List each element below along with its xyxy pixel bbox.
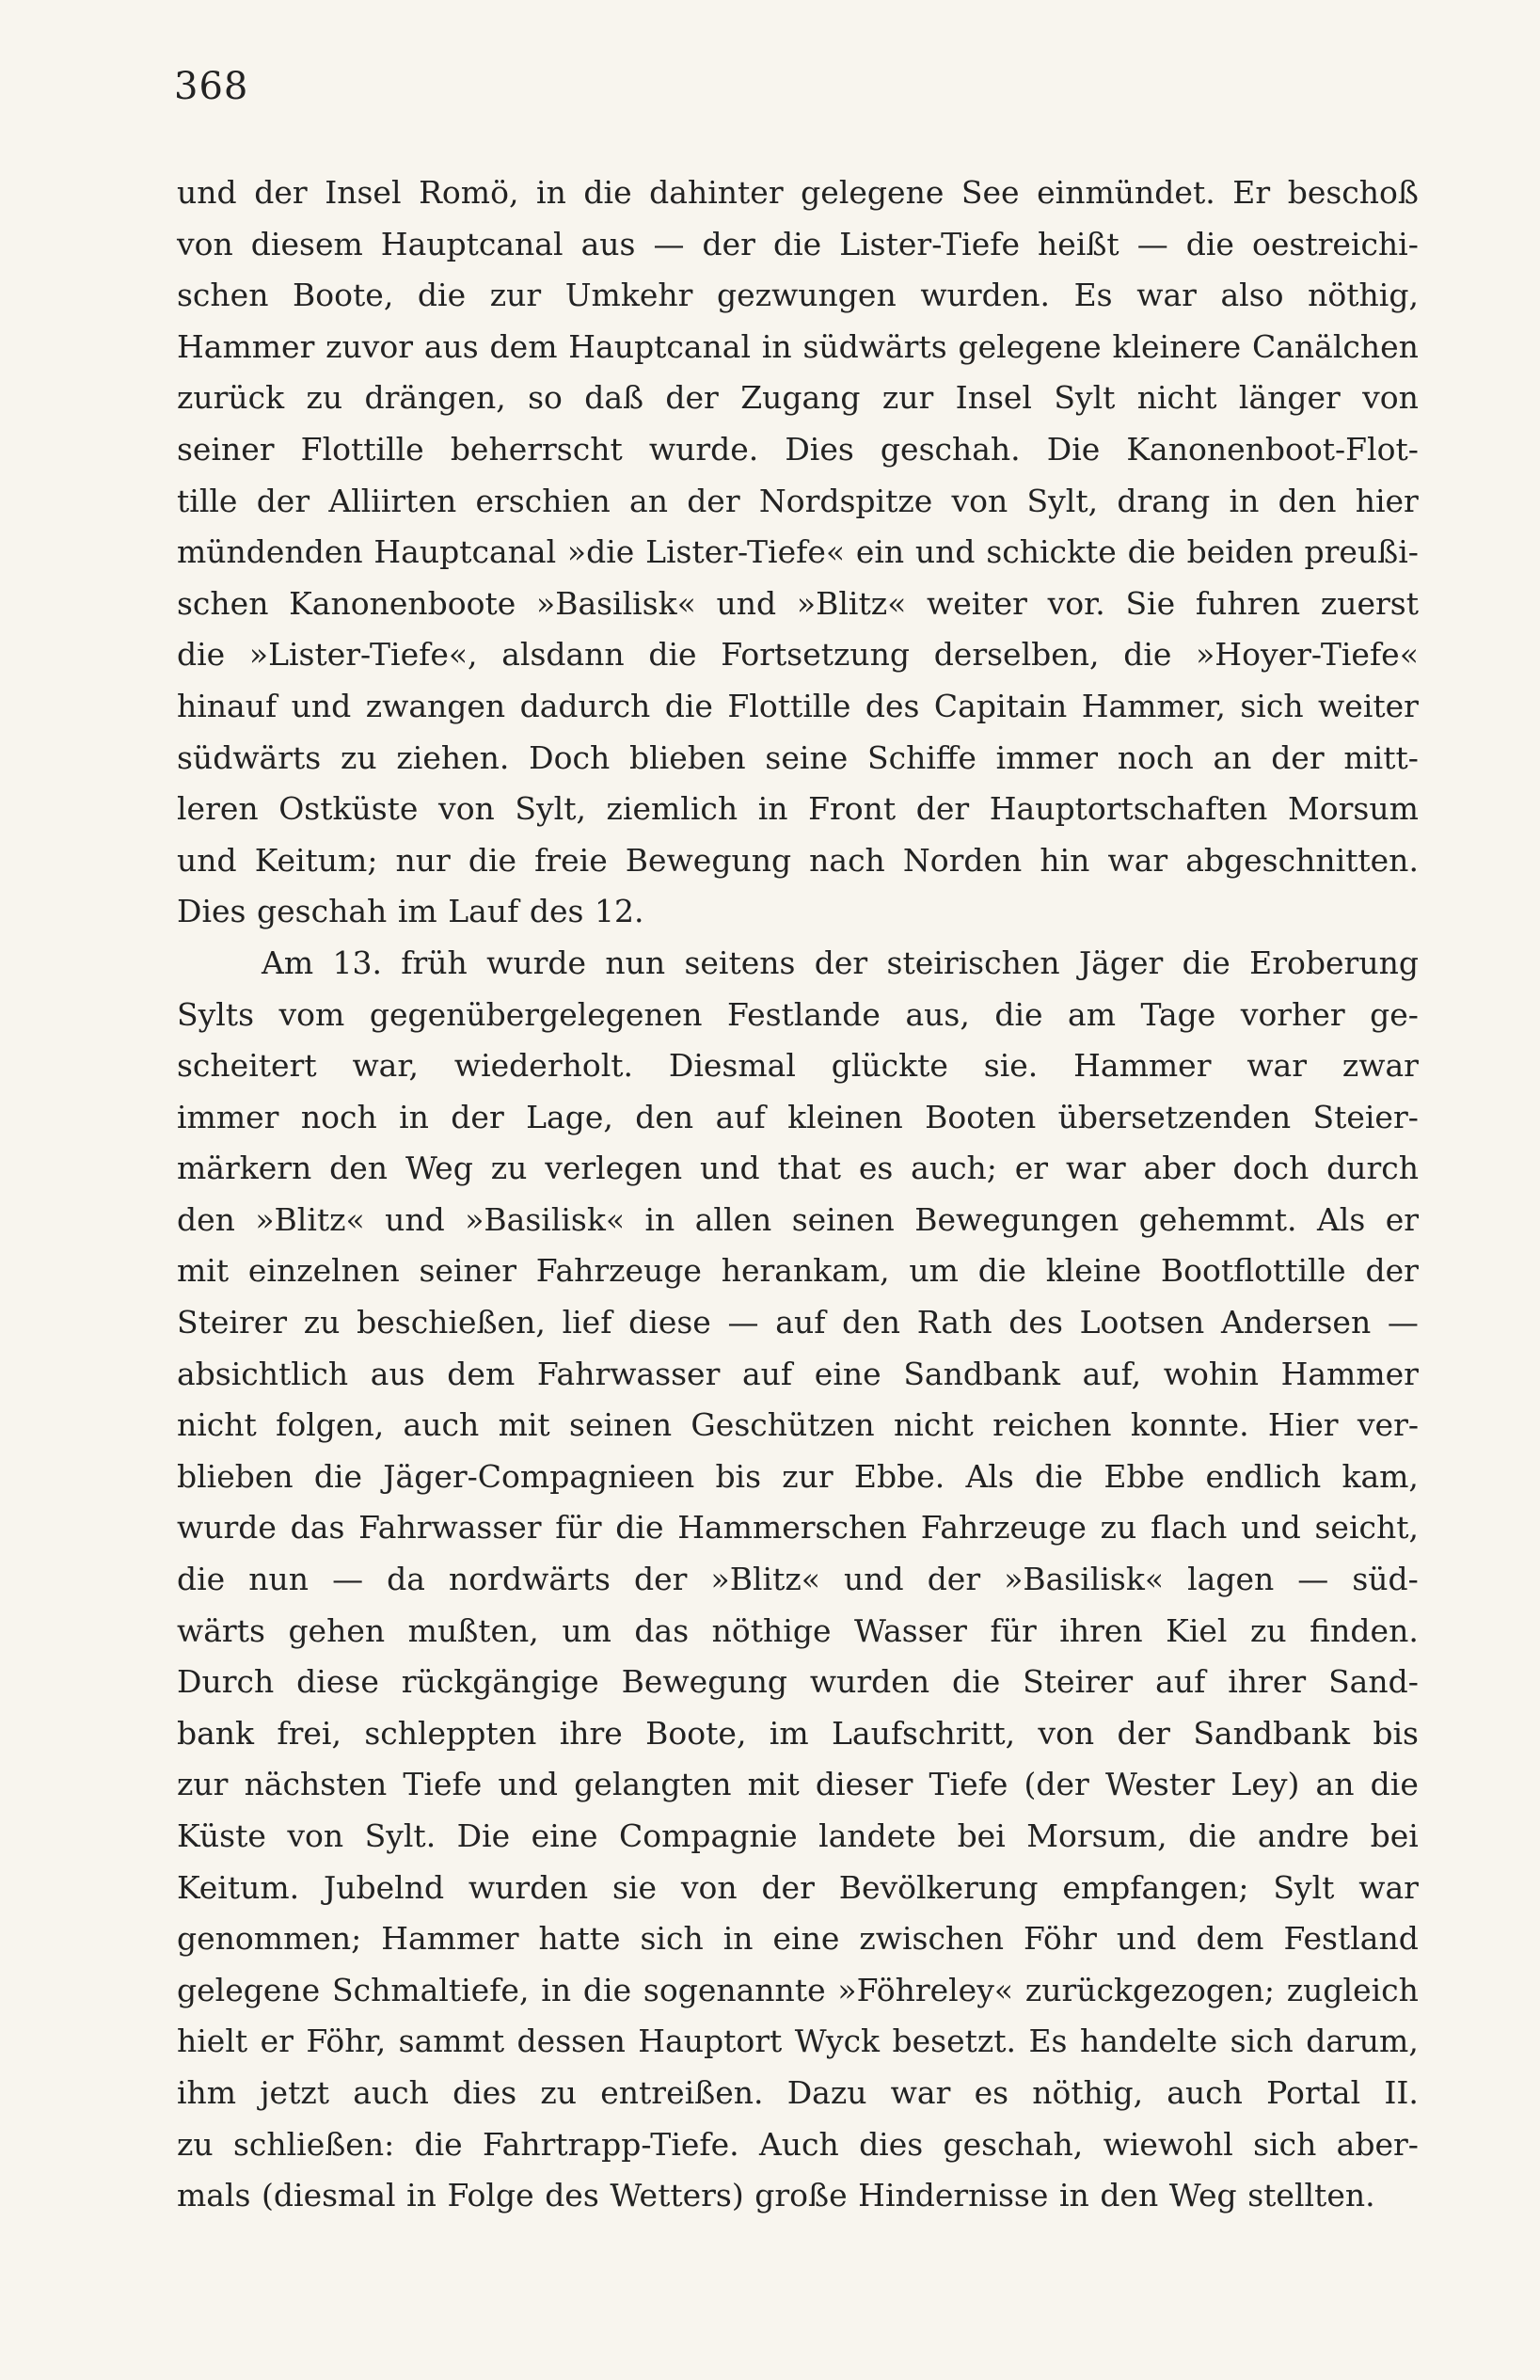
text-line: den »Blitz« und »Basilisk« in allen seinen Bewegungen gehemmt. Als er xyxy=(177,1200,1419,1238)
text-line: blieben die Jäger-Compagnieen bis zur Ebbe. Als die Ebbe endlich kam, xyxy=(177,1457,1419,1495)
page-number: 368 xyxy=(174,65,249,108)
text-line: absichtlich aus dem Fahrwasser auf eine Sandbank auf, wohin Hammer xyxy=(177,1355,1419,1392)
text-line: Sylts vom gegenübergelegenen Festlande aus, die am Tage vorher ge- xyxy=(177,995,1419,1033)
text-line: gelegene Schmaltiefe, in die sogenannte »Föhreley« zurückgezogen; zugleich xyxy=(177,1971,1419,2008)
text-line: mit einzelnen seiner Fahrzeuge herankam, um die kleine Bootflottille der xyxy=(177,1252,1419,1290)
text-line: immer noch in der Lage, den auf kleinen Booten übersetzenden Steier- xyxy=(177,1098,1419,1135)
text-line: Am 13. früh wurde nun seitens der steirischen Jäger die Eroberung xyxy=(262,944,1419,981)
text-line: nicht folgen, auch mit seinen Geschützen nicht reichen konnte. Hier ver- xyxy=(177,1406,1419,1444)
text-line: zur nächsten Tiefe und gelangten mit dieser Tiefe (der Wester Ley) an die xyxy=(177,1766,1419,1803)
text-line: zurück zu drängen, so daß der Zugang zur Insel Sylt nicht länger von xyxy=(177,379,1419,417)
text-line: südwärts zu ziehen. Doch blieben seine Schiffe immer noch an der mitt- xyxy=(177,738,1419,776)
text-line: Küste von Sylt. Die eine Compagnie landete bei Morsum, die andre bei xyxy=(177,1817,1419,1854)
text-line: Dies geschah im Lauf des 12. xyxy=(177,893,644,930)
text-line: wurde das Fahrwasser für die Hammerschen Fahrzeuge zu flach und seicht, xyxy=(177,1509,1419,1547)
text-line: schen Kanonenboote »Basilisk« und »Blitz« weiter vor. Sie fuhren zuerst xyxy=(177,584,1419,622)
text-line: zu schließen: die Fahrtrapp-Tiefe. Auch dies geschah, wiewohl sich aber- xyxy=(177,2125,1419,2163)
text-line: Durch diese rückgängige Bewegung wurden die Steirer auf ihrer Sand- xyxy=(177,1663,1419,1701)
text-line: märkern den Weg zu verlegen und that es auch; er war aber doch durch xyxy=(177,1150,1419,1187)
text-line: mals (diesmal in Folge des Wetters) große Hindernisse in den Weg stellten. xyxy=(177,2177,1375,2214)
text-line: und Keitum; nur die freie Bewegung nach Norden hin war abgeschnitten. xyxy=(177,841,1419,879)
text-line: seiner Flottille beherrscht wurde. Dies geschah. Die Kanonenboot-Flot- xyxy=(177,430,1419,468)
text-line: Keitum. Jubelnd wurden sie von der Bevölkerung empfangen; Sylt war xyxy=(177,1868,1419,1906)
text-line: bank frei, schleppten ihre Boote, im Laufschritt, von der Sandbank bis xyxy=(177,1714,1419,1752)
text-line: schen Boote, die zur Umkehr gezwungen wurden. Es war also nöthig, xyxy=(177,277,1419,314)
text-line: Steirer zu beschießen, lief diese — auf den Rath des Lootsen Andersen — xyxy=(177,1304,1419,1341)
body-text xyxy=(177,167,1419,2222)
text-line: Hammer zuvor aus dem Hauptcanal in südwärts gelegene kleinere Canälchen xyxy=(177,327,1419,365)
text-line: mündenden Hauptcanal »die Lister-Tiefe« ein und schickte die beiden preußi- xyxy=(177,533,1419,571)
text-line: die nun — da nordwärts der »Blitz« und der »Basilisk« lagen — süd- xyxy=(177,1561,1419,1598)
text-line: leren Ostküste von Sylt, ziemlich in Front der Hauptortschaften Morsum xyxy=(177,790,1419,828)
text-line: ihm jetzt auch dies zu entreißen. Dazu war es nöthig, auch Portal II. xyxy=(177,2073,1419,2111)
text-line: hinauf und zwangen dadurch die Flottille des Capitain Hammer, sich weiter xyxy=(177,687,1419,724)
text-line: wärts gehen mußten, um das nöthige Wasser für ihren Kiel zu finden. xyxy=(177,1611,1419,1649)
text-line: hielt er Föhr, sammt dessen Hauptort Wyck besetzt. Es handelte sich darum, xyxy=(177,2023,1419,2060)
text-line: die »Lister-Tiefe«, alsdann die Fortsetzung derselben, die »Hoyer-Tiefe« xyxy=(177,636,1419,674)
text-line: scheitert war, wiederholt. Diesmal glückte sie. Hammer war zwar xyxy=(177,1047,1419,1085)
text-line: von diesem Hauptcanal aus — der die Lister-Tiefe heißt — die oestreichi- xyxy=(177,225,1419,262)
text-line: und der Insel Romö, in die dahinter gelegene See einmündet. Er beschoß xyxy=(177,174,1419,211)
text-line: genommen; Hammer hatte sich in eine zwischen Föhr und dem Festland xyxy=(177,1920,1419,1958)
text-line: tille der Alliirten erschien an der Nordspitze von Sylt, drang in den hier xyxy=(177,482,1419,519)
